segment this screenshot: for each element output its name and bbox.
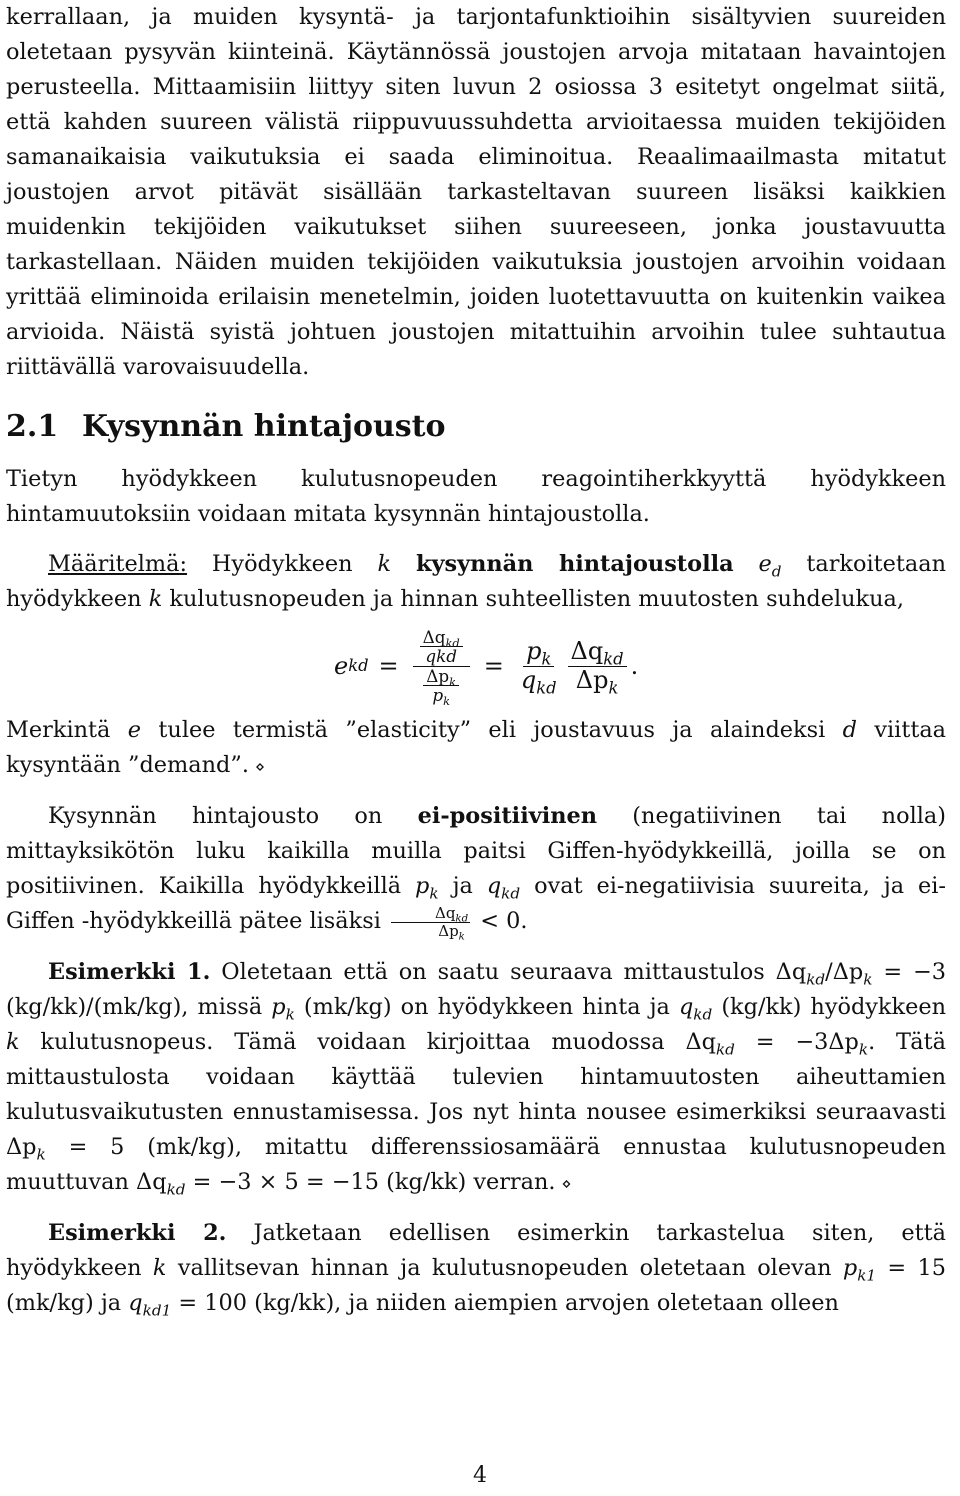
equals-sign: = (378, 651, 399, 680)
formula-lhs: e (334, 651, 349, 680)
math-k: k (148, 586, 163, 612)
math-sub-d: d (771, 562, 782, 581)
section-intro: Tietyn hyödykkeen kulutusnopeuden reagointiherkkyyttä hyödykkeen hintamuutoksiin voidaan mitata kysynnän hintajoustolla. (6, 466, 946, 527)
inline-fraction: $\frac{\Delta q_{kd}}{\Delta p_k}$ (391, 905, 470, 940)
definition-label: Määritelmä: (48, 551, 188, 577)
numerator-fraction: $\frac{\Delta q_{kd}}{\text{qkd}}$ (420, 628, 463, 666)
end-of-example-icon: ⋄ (561, 1173, 572, 1193)
definition-text: tarkoitetaan hyödykkeen (6, 551, 946, 612)
math-e: e (758, 551, 772, 577)
definition-paragraph (6, 547, 946, 617)
definition-text: Hyödykkeen (211, 551, 353, 577)
math-k: k (377, 551, 392, 577)
example-label: Esimerkki 2. (48, 1219, 227, 1246)
sign-paragraph: Kysynnän hintajousto on ei-positiivinen (negatiivinen tai nolla) mittayksikötön luku kaikilla muilla paitsi Giffen-hyödykkeillä, joilla se on positiivinen. Kaikilla hyödykkeillä $p_k$ ja $q_{kd}$ ovat ei-negatiivisia suureita, ja ei-Giffen -hyödykkeillä pätee lisäksi $\frac{\Delta q_{kd}}{\Delta p_k}$ < 0. (6, 803, 946, 943)
intro-text: kerrallaan, ja muiden kysyntä- ja tarjontafunktioihin sisältyvien suureiden oletetaan pysyvän kiinteinä. Käytännössä joustojen arvoja mitataan havaintojen perusteella. Mittaamisiin liittyy siten luvun 2 osiossa 3 esitetyt ongelmat siitä, että kahden suureen välistä riippuvuussuhdetta arvioitaessa muiden tekijöiden samanaikaisia vaikutuksia ei saada eliminoitua. Reaalimaailmasta mitatut joustojen arvot pitävät sisällään tarkasteltavan suureen lisäksi kaikkien muidenkin tekijöiden vaikutukset siihen suureeseen, jonka joustavuutta tarkastellaan. Näiden muiden tekijöiden vaikutuksia joustojen arvoihin voidaan yrittää eliminoida erilaisin menetelmin, joiden luotettavuutta on kuitenkin vaikea arvioida. Näistä syistä johtuen joustojen mitattuihin arvoihin tulee suhtautua riittävällä varovaisuudella. (6, 4, 946, 380)
example-1: Esimerkki 1. Oletetaan että on saatu seuraava mittaustulos $\Delta q_{kd}/\Delta p_k = -3$ (kg/kk)/(mk/kg), missä $p_k$ (mk/kg) on hyödykkeen hinta ja $q_{kd}$ (kg/kk) hyödykkeen k kulutusnopeus. Tämä voidaan kirjoittaa muodossa $\Delta q_{kd} = -3\Delta p_k$. Tätä mittaustulosta voidaan käyttää tulevien hintamuutosten aiheuttamien kulutusvaikutusten ennustamisessa. Jos nyt hinta nousee esimerkiksi seuraavasti $\Delta p_k = 5$ (mk/kg), mitattu differenssiosamäärä ennustaa kulutusnopeuden muuttuvan $\Delta q_{kd} = -3 \times 5 = -15$ (kg/kk) verran. ⋄ (6, 958, 947, 1198)
example-2: Esimerkki 2. Jatketaan edellisen esimerkin tarkastelua siten, että hyödykkeen k vallitsevan hinnan ja kulutusnopeuden oletetaan olevan $p_{k1} = 15$ (mk/kg) ja $q_{kd1} = 100$ (kg/kk), ja niiden aiempien arvojen oletetaan olleen (6, 1219, 946, 1319)
section-heading (6, 407, 946, 447)
elasticity-formula: e kd = $\frac{\frac{\Delta q_{kd}}{\text{qkd}}}{\frac{\Delta p_k}{p_k}}$ = $\frac{p_k}{q_{kd}}$ $\frac{\Delta q_{kd}}{\Delta p_k}$ . (334, 626, 639, 708)
definition-term: kysynnän hintajoustolla (415, 551, 734, 577)
document-page (6, 0, 946, 1321)
compound-fraction (413, 626, 470, 708)
example-label: Esimerkki 1. (48, 958, 211, 985)
end-of-definition-icon: ⋄ (254, 757, 265, 776)
notation-note: Merkintä e tulee termistä ”elasticity” eli joustavuus ja alaindeksi d viittaa kysyntään ”demand”. ⋄ (6, 717, 947, 778)
ratio-delta: $\frac{\Delta q_{kd}}{\Delta p_k}$ (568, 638, 627, 694)
section-number: 2.1 (6, 409, 59, 444)
section-title: Kysynnän hintajousto (82, 409, 446, 444)
page-number: 4 (473, 1463, 487, 1488)
definition-text: kulutusnopeuden ja hinnan suhteellisten muutosten suhdelukua, (169, 586, 905, 612)
ratio-p-q: $\frac{p_k}{q_{kd}}$ (520, 636, 557, 698)
denominator-fraction: $\frac{\Delta p_k}{p_k}$ (423, 667, 459, 705)
intro-paragraph (6, 0, 946, 385)
equals-sign: = (483, 651, 504, 680)
